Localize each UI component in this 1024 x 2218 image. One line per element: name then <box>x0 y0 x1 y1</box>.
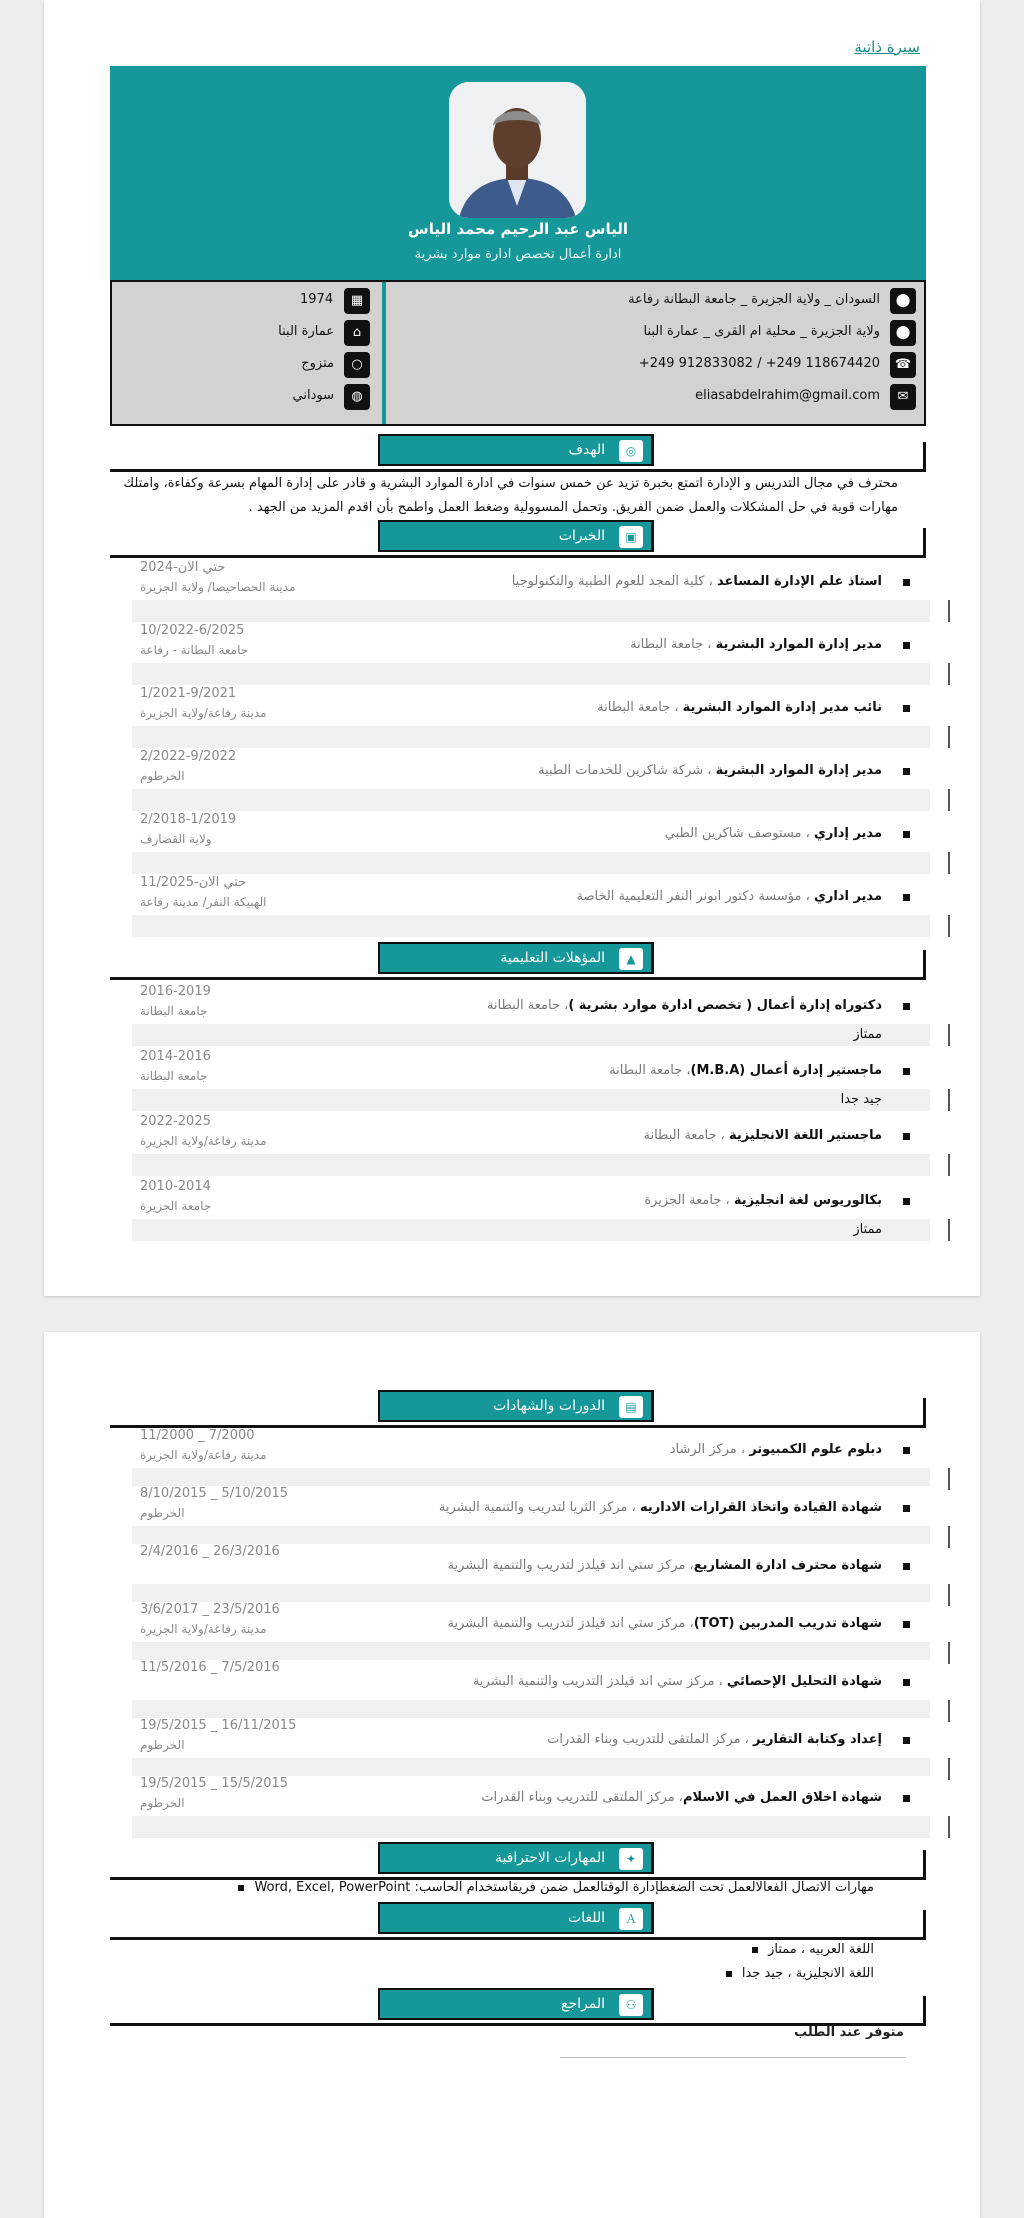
section-skills-title: المهارات الاحترافية <box>494 1850 605 1866</box>
entry-org: ، شركة شاكرين للخدمات الطبية <box>538 763 716 778</box>
ring-icon: ○ <box>344 352 370 378</box>
entry-title <box>665 826 882 841</box>
entry-side-bar <box>948 789 950 811</box>
entry-side-bar <box>948 1526 950 1548</box>
entry-title <box>547 1732 882 1747</box>
entry-date: 2/4/2016 _ 26/3/2016 <box>140 1544 280 1559</box>
info-phone: +249 912833082 / +249 118674420 <box>638 356 880 371</box>
entry-date: 2010-2014 <box>140 1179 211 1194</box>
info-nationality: سوداني <box>292 388 334 403</box>
entry-role: شهادة القيادة واتخاذ القرارات الاداريه <box>639 1500 882 1515</box>
entry-role: ماجستير اللغة الانجليزية <box>729 1128 882 1143</box>
phone-icon: ☎ <box>890 352 916 378</box>
entry-place: الخرطوم <box>140 1506 185 1520</box>
list-item <box>132 1049 930 1111</box>
entry-date: 2/2018-1/2019 <box>140 812 237 827</box>
entry-title <box>670 1442 882 1457</box>
entry-place: جامعة البطانة <box>140 1004 208 1018</box>
entry-date: 2/2022-9/2022 <box>140 749 237 764</box>
section-education-title: المؤهلات التعليمية <box>500 950 605 966</box>
bullet-marker <box>903 768 910 775</box>
certificate-icon: ▤ <box>619 1396 643 1418</box>
list-item <box>132 1544 930 1606</box>
cv-header <box>110 66 926 280</box>
bullet-marker <box>903 1198 910 1205</box>
entry-role: شهادة تدريب المدربين (TOT) <box>693 1616 882 1631</box>
list-item <box>132 1660 930 1722</box>
entry-date: 2024-حتي الان <box>140 560 226 575</box>
section-objective-title: الهدف <box>568 442 605 458</box>
briefcase-icon: ▣ <box>619 526 643 548</box>
objective-text: محترف في مجال التدريس و الإدارة اتمتع بخبرة تزيد عن خمس سنوات في ادارة الموارد البشرية و قادر على إدارة المهام بسرعة وكفاءة، وامتلك مهارات قوية في حل المشكلات والعمل ضمن الفريق. وتحمل المسوولية وضغط العمل واطمح بأن اقدم المزيد من الجهد . <box>123 476 898 515</box>
target-icon: ◎ <box>619 440 643 462</box>
list-item <box>132 812 930 874</box>
list-item <box>132 1428 930 1490</box>
entry-side-bar <box>948 1089 950 1111</box>
entry-role: مدير اداري <box>813 889 882 904</box>
list-item <box>132 1486 930 1548</box>
entry-place: ولاية القضارف <box>140 832 212 846</box>
entry-place: جامعة البطانة - رفاعة <box>140 643 249 657</box>
entry-grade: جيد جدا <box>840 1092 882 1107</box>
info-divider <box>382 282 386 424</box>
entry-role: شهادة محترف ادارة المشاريع <box>693 1558 882 1573</box>
entry-org: ، مركز ستي اند قيلدز لتدريب والتنمية البشرية <box>447 1558 694 1573</box>
list-item <box>132 749 930 811</box>
entry-role: مدير إداري <box>813 826 882 841</box>
bullet-marker <box>903 579 910 586</box>
bullet-marker <box>903 1133 910 1140</box>
person-specialization: ادارة أعمال تخصص ادارة موارد بشرية <box>414 247 622 262</box>
entry-role: استاذ علم الإدارة المساعد <box>716 574 882 589</box>
entry-title <box>644 1193 882 1208</box>
entry-grade: ممتاز <box>853 1027 882 1042</box>
entry-org: ، مركز الملتقى للتدريب وبناء القدرات <box>547 1732 754 1747</box>
entry-title <box>439 1500 882 1515</box>
entry-title <box>597 700 882 715</box>
entry-org: ، جامعة البطانة <box>609 1063 691 1078</box>
entry-role: إعداد وكتابة التقارير <box>753 1732 882 1747</box>
entry-role: مدير إدارة الموارد البشرية <box>715 637 882 652</box>
globe-icon: ◍ <box>344 384 370 410</box>
entry-side-bar <box>948 1700 950 1722</box>
entry-role: ماجستير إدارة أعمال (M.B.A) <box>690 1063 882 1078</box>
entry-grade: ممتاز <box>853 1222 882 1237</box>
home-icon: ⌂ <box>344 320 370 346</box>
section-skills <box>110 1840 926 1880</box>
entry-org: ، جامعة البطانة <box>597 700 683 715</box>
personal-info-box <box>110 280 926 426</box>
entry-title <box>447 1616 882 1631</box>
entry-title <box>630 637 882 652</box>
bullet-marker <box>903 1621 910 1628</box>
bullet-marker <box>903 894 910 901</box>
entry-date: 2022-2025 <box>140 1114 211 1129</box>
entry-side-bar <box>948 1219 950 1241</box>
entry-side-bar <box>948 1642 950 1664</box>
map-pin-icon: ⬤ <box>890 320 916 346</box>
section-experience <box>110 518 926 558</box>
entry-place: الهبيكة النفر/ مدينة رفاعة <box>140 895 267 909</box>
entry-title <box>487 998 882 1013</box>
bullet-marker <box>903 642 910 649</box>
bullet-marker <box>903 1795 910 1802</box>
entry-date: 10/2022-6/2025 <box>140 623 245 638</box>
entry-date: 11/2000 _ 7/2000 <box>140 1428 255 1443</box>
bullet-marker <box>903 1068 910 1075</box>
list-item <box>132 623 930 685</box>
list-item <box>132 1776 930 1838</box>
section-objective <box>110 432 926 472</box>
entry-role: شهادة اخلاق العمل في الاسلام <box>683 1790 882 1805</box>
info-birth-year: 1974 <box>300 292 334 307</box>
entry-place: مدينة رفاعة/ولاية الجزيرة <box>140 1622 267 1636</box>
section-courses-title: الدورات والشهادات <box>493 1398 605 1414</box>
entry-place: الخرطوم <box>140 769 185 783</box>
bullet-marker <box>903 1563 910 1570</box>
entry-org: ، مركز الرشاد <box>669 1442 750 1457</box>
entry-org: ، كلية المجد للعوم الطبية والتكنولوجيا <box>511 574 717 589</box>
entry-place: جامعة الجزيرة <box>140 1199 212 1213</box>
entry-place: جامعة البطانة <box>140 1069 208 1083</box>
language-icon: Ａ <box>619 1908 643 1930</box>
bullet-marker <box>903 1737 910 1744</box>
section-languages-title: اللغات <box>568 1910 605 1926</box>
bullet-marker <box>903 1447 910 1454</box>
section-experience-title: الخبرات <box>558 528 605 544</box>
entry-title <box>643 1128 882 1143</box>
entry-role: دبلوم علوم الكمبيوتر <box>749 1442 882 1457</box>
entry-place: مدينة رفاعة/ولاية الجزيرة <box>140 706 267 720</box>
entry-date: 2014-2016 <box>140 1049 211 1064</box>
entry-title <box>609 1063 882 1078</box>
map-pin-icon: ⬤ <box>890 288 916 314</box>
section-references-title: المراجع <box>561 1996 605 2012</box>
calendar-icon: ▦ <box>344 288 370 314</box>
entry-date: 1/2021-9/2021 <box>140 686 237 701</box>
users-cog-icon: ✦ <box>619 1848 643 1870</box>
list-item <box>132 875 930 937</box>
profile-photo <box>449 82 586 218</box>
entry-date: 8/10/2015 _ 5/10/2015 <box>140 1486 289 1501</box>
list-item <box>132 1718 930 1780</box>
cv-title-link[interactable]: سيرة ذاتية <box>854 38 920 56</box>
entry-place: مدينة رفاعة/ولاية الجزيرة <box>140 1448 267 1462</box>
entry-role: مدير إدارة الموارد البشرية <box>715 763 882 778</box>
references-text: متوفر عند الطلب <box>794 2025 904 2040</box>
bullet-marker <box>903 1505 910 1512</box>
entry-title <box>538 763 882 778</box>
entry-role: دكتوراه إدارة أعمال ( تخصص ادارة موارد بشرية ) <box>568 998 882 1013</box>
bullet-marker <box>903 705 910 712</box>
section-courses <box>110 1388 926 1428</box>
entry-side-bar <box>948 1024 950 1046</box>
entry-role: بكالوريوس لغة انجليزية <box>733 1193 882 1208</box>
entry-title <box>481 1790 882 1805</box>
entry-side-bar <box>948 600 950 622</box>
entry-org: ، مستوصف شاكرين الطبي <box>664 826 814 841</box>
entry-place: الخرطوم <box>140 1796 185 1810</box>
entry-side-bar <box>948 1584 950 1606</box>
info-marital-status: متزوج <box>301 356 334 371</box>
info-home: عمارة البنا <box>278 324 334 339</box>
entry-place: الخرطوم <box>140 1738 185 1752</box>
entry-org: ، مركز الملتقى للتدريب وبناء القدرات <box>481 1790 683 1805</box>
entry-date: 11/2025-حتي الان <box>140 875 247 890</box>
entry-side-bar <box>948 1154 950 1176</box>
entry-org: ، جامعة البطانة <box>643 1128 729 1143</box>
list-item <box>132 984 930 1046</box>
envelope-icon: ✉ <box>890 384 916 410</box>
list-item <box>132 686 930 748</box>
entry-org: ، مؤسسة دكتور ابونر النفر التعليمية الخاصة <box>576 889 814 904</box>
info-residence: ولاية الجزيرة _ محلية ام القرى _ عمارة البنا <box>643 324 880 339</box>
skills-text: مهارات الاتصال الفعالالعمل تحت الضغطإدارة الوقتالعمل ضمن فريقاستخدام الحاسب: Word, Excel, PowerPoint <box>238 1880 874 1895</box>
entry-role: نائب مدير إدارة الموارد البشرية <box>682 700 882 715</box>
entry-org: ، مركز الثريا لتدريب والتنمية البشرية <box>438 1500 640 1515</box>
list-item <box>132 1114 930 1176</box>
entry-title <box>576 889 882 904</box>
entry-side-bar <box>948 1816 950 1838</box>
entry-org: ، مركز ستي اند قيلدز لتدريب والتنمية البشرية <box>447 1616 694 1631</box>
section-languages <box>110 1900 926 1940</box>
entry-title <box>448 1558 882 1573</box>
language-item-english: اللغة الانجليزية ، جيد جدا <box>726 1966 874 1981</box>
list-item <box>132 1602 930 1664</box>
graduation-cap-icon: ▲ <box>619 948 643 970</box>
entry-date: 11/5/2016 _ 7/5/2016 <box>140 1660 280 1675</box>
entry-org: ، جامعة البطانة <box>486 998 569 1013</box>
entry-title <box>512 574 882 589</box>
section-references <box>110 1986 926 2026</box>
language-item-arabic: اللغة العربيه ، ممتاز <box>752 1942 874 1957</box>
entry-org: ، جامعة الجزيرة <box>644 1193 734 1208</box>
entry-date: 19/5/2015 _ 15/5/2015 <box>140 1776 289 1791</box>
entry-date: 2016-2019 <box>140 984 211 999</box>
list-item <box>132 560 930 622</box>
bullet-marker <box>903 1679 910 1686</box>
bullet-marker <box>903 831 910 838</box>
entry-side-bar <box>948 915 950 937</box>
entry-place: مدينة الحصاحيصا/ ولاية الجزيرة <box>140 580 296 594</box>
people-icon: ⚇ <box>619 1994 643 2016</box>
entry-date: 19/5/2015 _ 16/11/2015 <box>140 1718 297 1733</box>
entry-side-bar <box>948 726 950 748</box>
section-education <box>110 940 926 980</box>
entry-side-bar <box>948 1758 950 1780</box>
info-email: eliasabdelrahim@gmail.com <box>695 388 880 403</box>
list-item <box>132 1179 930 1241</box>
entry-role: شهادة التحليل الإحصائي <box>726 1674 882 1689</box>
entry-side-bar <box>948 852 950 874</box>
entry-side-bar <box>948 1468 950 1490</box>
info-address: السودان _ ولاية الجزيرة _ جامعة البطانة رفاعة <box>628 292 880 307</box>
entry-place: مدينة رفاعة/ولاية الجزيرة <box>140 1134 267 1148</box>
references-underline <box>560 2057 906 2058</box>
entry-date: 3/6/2017 _ 23/5/2016 <box>140 1602 280 1617</box>
entry-org: ، مركز ستي اند قيلدز التدريب والتنمية البشرية <box>472 1674 727 1689</box>
bullet-marker <box>903 1003 910 1010</box>
entry-org: ، جامعة البطانة <box>630 637 716 652</box>
entry-title <box>473 1674 882 1689</box>
person-name: الياس عبد الرحيم محمد الياس <box>408 220 628 238</box>
entry-side-bar <box>948 663 950 685</box>
